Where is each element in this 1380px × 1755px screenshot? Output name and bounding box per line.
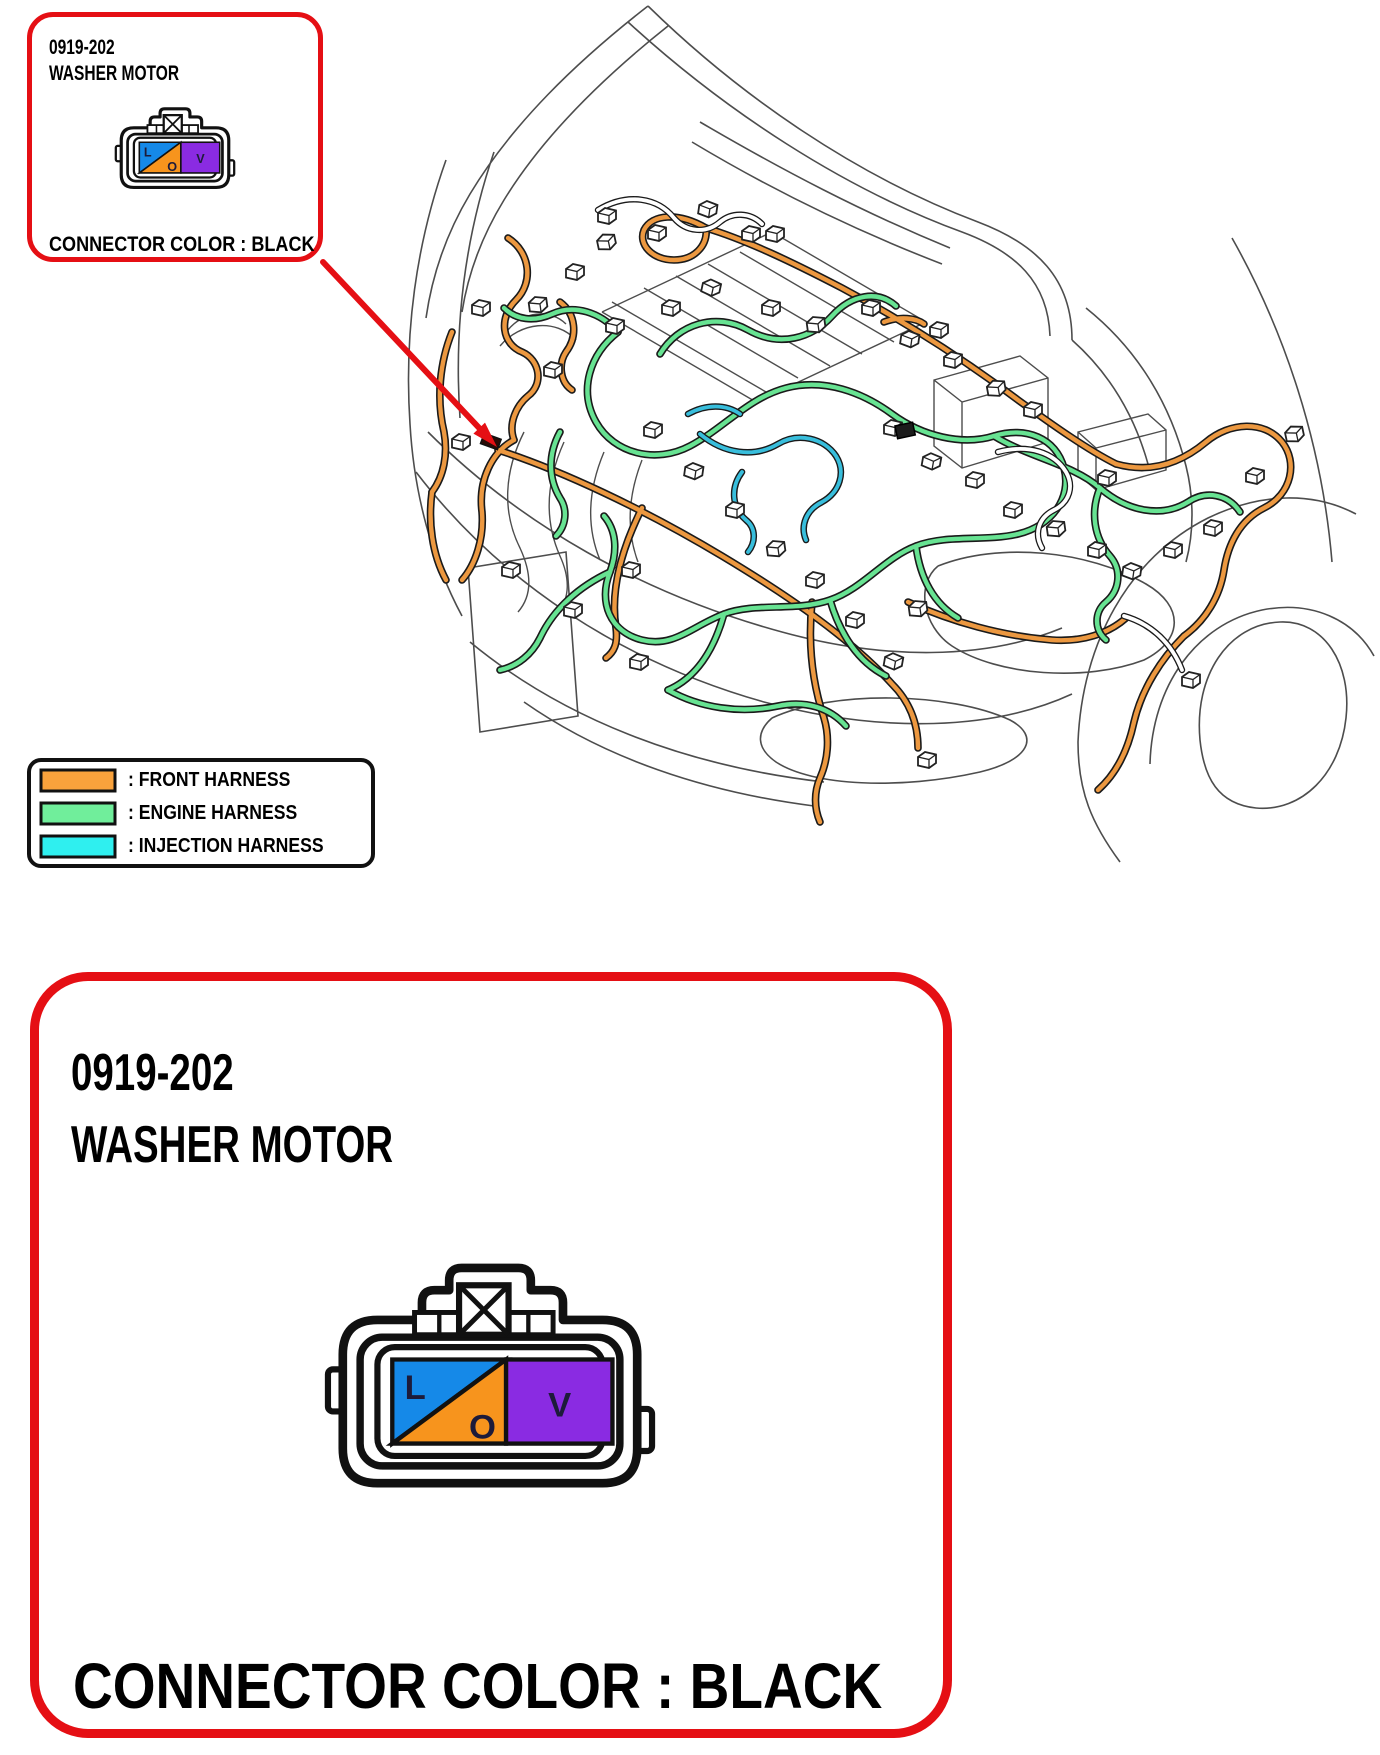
legend-label-front: : FRONT HARNESS [128, 768, 291, 791]
connector-diagram-small [114, 107, 236, 191]
black-connector [895, 422, 915, 438]
connector-color-label-large: CONNECTOR COLOR : BLACK [73, 1650, 883, 1722]
part-name: WASHER MOTOR [49, 62, 180, 85]
connector-color-line-large [73, 1649, 1014, 1723]
engine-details [500, 232, 1166, 612]
front-harness-paths [431, 217, 1291, 822]
legend-swatch-front [39, 768, 117, 793]
engine-harness-paths [500, 296, 1240, 726]
leader-line [323, 262, 482, 431]
legend-item-injection-harness [39, 834, 363, 858]
part-number: 0919-202 [49, 36, 115, 59]
connector-boxes [452, 200, 1305, 768]
part-number-large: 0919-202 [71, 1044, 234, 1102]
legend-swatch-engine [39, 801, 117, 826]
connector-color-label: CONNECTOR COLOR : BLACK [49, 233, 315, 256]
connector-detail-panel [30, 972, 952, 1738]
callout-title [49, 35, 225, 87]
callout-leader [323, 262, 497, 447]
legend-item-engine-harness [39, 801, 363, 825]
legend-swatch-injection [39, 834, 117, 859]
connector-diagram-large [323, 1263, 657, 1493]
legend-label-injection: : INJECTION HARNESS [128, 834, 324, 857]
legend-label-engine: : ENGINE HARNESS [128, 801, 298, 824]
part-name-large: WASHER MOTOR [71, 1116, 394, 1174]
connector-color-line [49, 233, 358, 257]
injection-harness-paths [688, 407, 841, 553]
washer-motor-connector-location [480, 433, 501, 449]
harness-legend [27, 758, 375, 868]
washer-motor-callout [27, 12, 323, 262]
legend-item-front-harness [39, 768, 363, 792]
leader-arrowhead [473, 423, 497, 447]
detail-title [71, 1037, 506, 1181]
unmarked-harness-paths [598, 199, 1182, 670]
car-body-outline [409, 6, 1375, 862]
